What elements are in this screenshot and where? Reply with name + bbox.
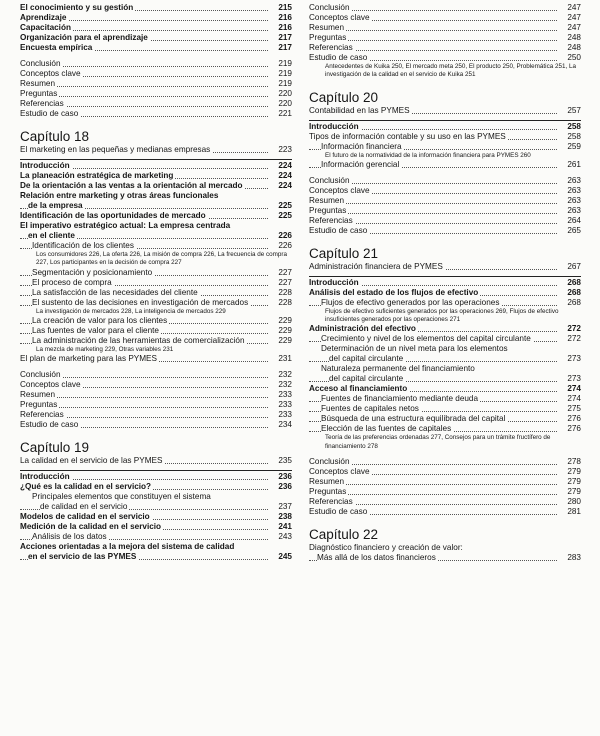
toc-entry-la-planeacion-estrategica-de-marketing bbox=[20, 171, 292, 181]
toc-entry-title: Administración financiera de PYMES bbox=[309, 261, 443, 271]
toc-page-number: 232 bbox=[270, 370, 292, 380]
toc-page-number: 268 bbox=[559, 298, 581, 308]
toc-entry-title: Resumen bbox=[309, 195, 345, 205]
toc-page-number: 261 bbox=[559, 160, 581, 170]
toc-entry-capacitacion bbox=[20, 23, 292, 33]
toc-entry-preguntas bbox=[309, 487, 581, 497]
toc-entry-title: Administración del efectivo bbox=[309, 324, 416, 334]
toc-entry-title: del capital circulante bbox=[329, 374, 404, 384]
toc-entry-title: Conclusión bbox=[309, 3, 350, 12]
toc-entry-title: Referencias bbox=[309, 215, 353, 225]
toc-entry-title: Determinación de un nivel meta para los elementos bbox=[321, 344, 508, 354]
toc-entry-title: Estudio de caso bbox=[20, 109, 79, 118]
toc-page-number: 228 bbox=[270, 298, 292, 308]
toc-entry-el-sustento-de-las-decisiones-en-investi bbox=[20, 298, 292, 308]
toc-entry-title: La creación de valor para los clientes bbox=[32, 315, 168, 325]
toc-entry-title: de la empresa bbox=[28, 201, 83, 210]
toc-page-number: 224 bbox=[270, 181, 292, 191]
toc-page-number: 236 bbox=[270, 482, 292, 492]
toc-entry-el-plan-de-marketing-para-las-pymes bbox=[20, 354, 292, 364]
toc-entry-title: Crecimiento y nivel de los elementos del capital circulante bbox=[321, 334, 531, 344]
toc-page-number: 216 bbox=[270, 23, 292, 33]
toc-entry-busqueda-de-una-estructura-equilibrada-d bbox=[309, 414, 581, 424]
toc-entry-la-administracion-de-las-herramientas-de bbox=[20, 336, 292, 346]
toc-subtopics-teoria-de-las-preferencias-ordenadas-277 bbox=[309, 434, 581, 451]
toc-entry-title: Referencias bbox=[309, 497, 353, 507]
toc-page-number: 278 bbox=[559, 457, 581, 467]
toc-entry-title: Referencias bbox=[20, 410, 64, 420]
toc-page-number: 225 bbox=[270, 211, 292, 221]
dot-leader bbox=[20, 86, 268, 87]
toc-page-number: 233 bbox=[270, 410, 292, 420]
toc-entry-analisis-del-estado-de-los-flujos-de-efe bbox=[309, 288, 581, 298]
toc-entry-title: Acceso al financiamiento bbox=[309, 384, 408, 394]
toc-page-number: 268 bbox=[559, 288, 581, 298]
chapter-rule bbox=[309, 276, 581, 277]
toc-entry-title: en el cliente bbox=[28, 231, 75, 240]
toc-entry-principales-elementos-que-constituyen-el bbox=[20, 492, 292, 502]
toc-entry-title: El plan de marketing para las PYMES bbox=[20, 354, 157, 364]
toc-entry-title: Elección de las fuentes de capitales bbox=[321, 424, 452, 434]
toc-entry-title: Conceptos clave bbox=[309, 13, 370, 22]
toc-entry-introduccion bbox=[309, 122, 581, 132]
toc-page-number: 226 bbox=[270, 231, 292, 241]
toc-entry-title: Introducción bbox=[309, 121, 359, 131]
toc-page-number: 267 bbox=[559, 262, 581, 272]
toc-page-number: 224 bbox=[270, 161, 292, 171]
dot-leader bbox=[309, 484, 557, 485]
toc-entry-title: Medición de la calidad en el servicio bbox=[20, 522, 162, 532]
toc-subtopics-el-futuro-de-la-normatividad-de-la-infor bbox=[309, 152, 581, 160]
toc-page-number: 238 bbox=[270, 512, 292, 522]
toc-entry-fuentes-de-capitales-netos bbox=[309, 404, 581, 414]
toc-entry-en-el-servicio-de-las-pymes bbox=[20, 552, 292, 562]
toc-page-number: 232 bbox=[270, 380, 292, 390]
toc-page-number: 273 bbox=[559, 354, 581, 364]
toc-entry-title: del capital circulante bbox=[329, 354, 404, 364]
toc-entry-de-la-empresa bbox=[20, 201, 292, 211]
toc-entry-title: La mezcla de marketing 229, Otras variables 231 bbox=[36, 345, 174, 353]
toc-entry-title: Flujos de efectivo suficientes generados por las operaciones 269, Flujos de efectivo insuficientes generados por las operaciones 271 bbox=[325, 307, 559, 324]
toc-entry-title: Introducción bbox=[20, 161, 70, 170]
toc-entry-title: Los consumidores 226, La oferta 226, La misión de compra 226, La frecuencia de compra 227, Los participantes en la decisión de compra 227 bbox=[36, 251, 287, 267]
toc-entry-estudio-de-caso bbox=[309, 226, 581, 236]
toc-entry-title: El futuro de la normatividad de la información financiera para PYMES 260 bbox=[325, 151, 531, 159]
toc-entry-segmentacion-y-posicionamiento bbox=[20, 268, 292, 278]
toc-entry-title: Antecedentes de Kuika 250, El mercado meta 250, El producto 250, Problemática 251, La investigación de la calidad en el servicio de Kuika 251 bbox=[325, 63, 576, 79]
toc-page-number: 283 bbox=[559, 553, 581, 563]
toc-entry-title: Conceptos clave bbox=[309, 185, 370, 195]
toc-page-number: 217 bbox=[270, 33, 292, 43]
toc-entry-naturaleza-permanente-del-financiamiento bbox=[309, 364, 581, 374]
toc-entry-title: Fuentes de financiamiento mediante deuda bbox=[321, 394, 479, 404]
toc-page-number: 224 bbox=[270, 171, 292, 181]
toc-entry-de-la-orientacion-a-las-ventas-a-la-orie bbox=[20, 181, 292, 191]
toc-page-number: 263 bbox=[559, 186, 581, 196]
toc-entry-title: Relación entre marketing y otras áreas funcionales bbox=[20, 191, 219, 200]
toc-page-number: 220 bbox=[270, 89, 292, 99]
toc-entry-title: El proceso de compra bbox=[32, 277, 112, 287]
toc-entry-informacion-financiera bbox=[309, 142, 581, 152]
toc-subtopics-antecedentes-de-kuika-250-el-mercado-met bbox=[309, 63, 581, 80]
toc-entry-conceptos-clave bbox=[20, 380, 292, 390]
toc-subtopics-flujos-de-efectivo-suficientes-generados bbox=[309, 308, 581, 325]
toc-page-number: 280 bbox=[559, 497, 581, 507]
toc-page-number: 219 bbox=[270, 69, 292, 79]
toc-page-number: 259 bbox=[559, 142, 581, 152]
toc-entry-title: Identificación de las oportunidades de mercado bbox=[20, 211, 206, 220]
toc-subtopics-la-investigacion-de-mercados-228-la-inte bbox=[20, 308, 292, 316]
toc-page-number: 275 bbox=[559, 404, 581, 414]
toc-entry-estudio-de-caso bbox=[309, 53, 581, 63]
toc-entry-estudio-de-caso bbox=[20, 420, 292, 430]
toc-right-column bbox=[309, 3, 581, 563]
toc-entry-preguntas bbox=[20, 89, 292, 99]
toc-page-number: 264 bbox=[559, 216, 581, 226]
toc-entry-diagnostico-financiero-y-creacion-de-val bbox=[309, 543, 581, 553]
toc-entry-title: Aprendizaje bbox=[20, 13, 67, 22]
toc-entry-conceptos-clave bbox=[20, 69, 292, 79]
toc-entry-title: Introducción bbox=[20, 472, 70, 482]
toc-entry-de-calidad-en-el-servicio bbox=[20, 502, 292, 512]
toc-entry-title: Resumen bbox=[309, 23, 345, 32]
toc-page-number: 227 bbox=[270, 268, 292, 278]
toc-entry-conclusion bbox=[20, 370, 292, 380]
toc-page-number: 226 bbox=[270, 241, 292, 251]
toc-page-number: 273 bbox=[559, 374, 581, 384]
toc-entry-contabilidad-en-las-pymes bbox=[309, 106, 581, 116]
toc-page-number: 229 bbox=[270, 326, 292, 336]
toc-entry-conceptos-clave bbox=[309, 13, 581, 23]
toc-entry-title: El imperativo estratégico actual: La empresa centrada bbox=[20, 221, 231, 230]
toc-entry-administracion-del-efectivo bbox=[309, 324, 581, 334]
toc-page-number: 279 bbox=[559, 487, 581, 497]
toc-page-number: 231 bbox=[270, 354, 292, 364]
toc-entry-introduccion bbox=[20, 161, 292, 171]
toc-page-number: 272 bbox=[559, 334, 581, 344]
toc-entry-title: Modelos de calidad en el servicio bbox=[20, 512, 150, 522]
toc-page-number: 263 bbox=[559, 206, 581, 216]
chapter-heading: Capítulo 19 bbox=[20, 440, 90, 456]
toc-page-number: 215 bbox=[270, 3, 292, 13]
toc-subtopics-los-consumidores-226-la-oferta-226-la-mi bbox=[20, 251, 292, 268]
toc-entry-title: Organización para el aprendizaje bbox=[20, 33, 148, 42]
toc-entry-resumen bbox=[309, 196, 581, 206]
toc-entry-title: Fuentes de capitales netos bbox=[321, 404, 419, 414]
toc-entry-title: El conocimiento y su gestión bbox=[20, 3, 134, 12]
chapter-heading: Capítulo 22 bbox=[309, 527, 379, 543]
dot-leader bbox=[309, 203, 557, 204]
toc-page-number: 233 bbox=[270, 400, 292, 410]
toc-page-number: 217 bbox=[270, 43, 292, 53]
toc-page-number: 247 bbox=[559, 13, 581, 23]
toc-page-number: 228 bbox=[270, 288, 292, 298]
toc-entry-title: Estudio de caso bbox=[309, 53, 368, 62]
toc-entry-title: Estudio de caso bbox=[309, 225, 368, 235]
chapter-heading: Capítulo 18 bbox=[20, 129, 90, 144]
toc-subtopics-la-mezcla-de-marketing-229-otras-variabl bbox=[20, 346, 292, 354]
toc-entry-title: Búsqueda de una estructura equilibrada del capital bbox=[321, 414, 506, 424]
toc-entry-title: Encuesta empírica bbox=[20, 43, 93, 52]
toc-entry-title: Información financiera bbox=[321, 141, 402, 151]
toc-entry-preguntas bbox=[309, 206, 581, 216]
toc-entry-fuentes-de-financiamiento-mediante-deuda bbox=[309, 394, 581, 404]
toc-entry-organizacion-para-el-aprendizaje bbox=[20, 33, 292, 43]
dot-leader bbox=[309, 30, 557, 31]
toc-page-number: 243 bbox=[270, 532, 292, 542]
toc-entry-acceso-al-financiamiento bbox=[309, 384, 581, 394]
toc-entry-la-creacion-de-valor-para-los-clientes bbox=[20, 316, 292, 326]
toc-entry-del-capital-circulante bbox=[309, 354, 581, 364]
toc-entry-conceptos-clave bbox=[309, 186, 581, 196]
toc-page-number: 279 bbox=[559, 477, 581, 487]
toc-entry-preguntas bbox=[20, 400, 292, 410]
toc-entry-tipos-de-informacion-contable-y-su-uso-e bbox=[309, 132, 581, 142]
toc-entry-crecimiento-y-nivel-de-los-elementos-del bbox=[309, 334, 581, 344]
toc-entry-title: La satisfacción de las necesidades del cliente bbox=[32, 287, 198, 297]
toc-entry-title: De la orientación a las ventas a la orientación al mercado bbox=[20, 181, 243, 190]
toc-entry-title: en el servicio de las PYMES bbox=[28, 552, 137, 562]
toc-entry-title: Conceptos clave bbox=[20, 380, 81, 390]
toc-entry-title: ¿Qué es la calidad en el servicio? bbox=[20, 482, 152, 492]
toc-page-number: 279 bbox=[559, 467, 581, 477]
toc-entry-title: Principales elementos que constituyen el sistema bbox=[32, 492, 211, 502]
toc-entry-conceptos-clave bbox=[309, 467, 581, 477]
toc-page-number: 225 bbox=[270, 201, 292, 211]
toc-entry-eleccion-de-las-fuentes-de-capitales bbox=[309, 424, 581, 434]
toc-entry-title: Estudio de caso bbox=[20, 420, 79, 430]
toc-page-number: 263 bbox=[559, 196, 581, 206]
toc-page-number: 274 bbox=[559, 394, 581, 404]
toc-entry-identificacion-de-los-clientes bbox=[20, 241, 292, 251]
toc-entry-flujos-de-efectivo-generados-por-las-ope bbox=[309, 298, 581, 308]
toc-entry-conclusion bbox=[309, 457, 581, 467]
toc-entry-introduccion bbox=[20, 472, 292, 482]
toc-entry-title: Conclusión bbox=[309, 175, 350, 185]
toc-entry-title: Más allá de los datos financieros bbox=[317, 553, 436, 563]
toc-entry-title: Resumen bbox=[309, 477, 345, 487]
toc-entry-identificacion-de-las-oportunidades-de-m bbox=[20, 211, 292, 221]
toc-page-number: 276 bbox=[559, 424, 581, 434]
toc-page-number: 219 bbox=[270, 79, 292, 89]
toc-page-number: 276 bbox=[559, 414, 581, 424]
toc-page-number: 216 bbox=[270, 13, 292, 23]
toc-entry-title: Análisis de los datos bbox=[32, 532, 107, 542]
toc-entry-title: Las fuentes de valor para el cliente bbox=[32, 325, 159, 335]
toc-entry-referencias bbox=[309, 43, 581, 53]
toc-entry-title: Estudio de caso bbox=[309, 507, 368, 517]
toc-entry-aprendizaje bbox=[20, 13, 292, 23]
toc-page-number: 233 bbox=[270, 390, 292, 400]
toc-entry-title: Análisis del estado de los flujos de efectivo bbox=[309, 287, 479, 297]
toc-entry-introduccion bbox=[309, 278, 581, 288]
toc-page-number: 237 bbox=[270, 502, 292, 512]
toc-entry-resumen bbox=[20, 79, 292, 89]
toc-entry-modelos-de-calidad-en-el-servicio bbox=[20, 512, 292, 522]
toc-page-number: 247 bbox=[559, 3, 581, 13]
toc-entry-title: Acciones orientadas a la mejora del sistema de calidad bbox=[20, 542, 235, 552]
toc-page-number: 257 bbox=[559, 106, 581, 116]
toc-entry-administracion-financiera-de-pymes bbox=[309, 262, 581, 272]
toc-entry-title: Preguntas bbox=[309, 205, 347, 215]
toc-entry-estudio-de-caso bbox=[20, 109, 292, 119]
toc-entry-title: El marketing en las pequeñas y medianas empresas bbox=[20, 145, 211, 154]
toc-entry-la-satisfaccion-de-las-necesidades-del-c bbox=[20, 288, 292, 298]
toc-page-number: 236 bbox=[270, 472, 292, 482]
toc-entry-referencias bbox=[309, 497, 581, 507]
toc-entry-title: Conclusión bbox=[309, 457, 350, 467]
toc-entry-title: Tipos de información contable y su uso en las PYMES bbox=[309, 131, 506, 141]
toc-entry-resumen bbox=[309, 23, 581, 33]
toc-page-number: 272 bbox=[559, 324, 581, 334]
toc-page-number: 241 bbox=[270, 522, 292, 532]
toc-entry-title: de calidad en el servicio bbox=[40, 502, 128, 512]
toc-entry-el-proceso-de-compra bbox=[20, 278, 292, 288]
toc-entry-title: Referencias bbox=[20, 99, 64, 108]
toc-page-number: 265 bbox=[559, 226, 581, 236]
toc-left-column bbox=[20, 3, 292, 562]
toc-entry-el-marketing-en-las-pequenas-y-medianas- bbox=[20, 145, 292, 155]
toc-page-number: 235 bbox=[270, 456, 292, 466]
toc-page-number: 227 bbox=[270, 278, 292, 288]
toc-page-number: 229 bbox=[270, 336, 292, 346]
toc-entry-analisis-de-los-datos bbox=[20, 532, 292, 542]
toc-entry-relacion-entre-marketing-y-otras-areas-f bbox=[20, 191, 292, 201]
toc-entry-conclusion bbox=[20, 59, 292, 69]
chapter-rule bbox=[20, 470, 292, 471]
toc-entry-mas-alla-de-los-datos-financieros bbox=[309, 553, 581, 563]
toc-page-number: 250 bbox=[559, 53, 581, 63]
chapter-rule bbox=[20, 159, 292, 160]
toc-page-number: 220 bbox=[270, 99, 292, 109]
toc-entry-title: Información gerencial bbox=[321, 159, 400, 169]
toc-entry-title: Contabilidad en las PYMES bbox=[309, 105, 410, 115]
toc-entry-title: Naturaleza permanente del financiamiento bbox=[321, 364, 475, 374]
toc-entry-title: Conceptos clave bbox=[309, 467, 370, 477]
toc-entry-preguntas bbox=[309, 33, 581, 43]
toc-entry-referencias bbox=[20, 99, 292, 109]
toc-page-number: 221 bbox=[270, 109, 292, 119]
toc-entry-title: Capacitación bbox=[20, 23, 71, 32]
dot-leader bbox=[20, 397, 268, 398]
toc-entry-informacion-gerencial bbox=[309, 160, 581, 170]
toc-entry-del-capital-circulante bbox=[309, 374, 581, 384]
toc-entry-encuesta-empirica bbox=[20, 43, 292, 53]
toc-entry-el-imperativo-estrategico-actual-la-empr bbox=[20, 221, 292, 231]
toc-entry-conclusion bbox=[309, 176, 581, 186]
toc-entry-referencias bbox=[20, 410, 292, 420]
toc-page-number: 248 bbox=[559, 33, 581, 43]
toc-page-number: 248 bbox=[559, 43, 581, 53]
toc-entry-title: La planeación estratégica de marketing bbox=[20, 171, 174, 180]
toc-entry-title: Resumen bbox=[20, 79, 56, 88]
toc-entry-resumen bbox=[309, 477, 581, 487]
toc-entry-las-fuentes-de-valor-para-el-cliente bbox=[20, 326, 292, 336]
toc-page-number: 274 bbox=[559, 384, 581, 394]
toc-entry-title: La administración de las herramientas de comercialización bbox=[32, 335, 245, 345]
toc-entry-referencias bbox=[309, 216, 581, 226]
toc-page-number: 245 bbox=[270, 552, 292, 562]
toc-page-number: 258 bbox=[559, 132, 581, 142]
toc-entry-title: Conceptos clave bbox=[20, 69, 81, 78]
toc-page-number: 247 bbox=[559, 23, 581, 33]
toc-page-number: 268 bbox=[559, 278, 581, 288]
toc-entry-en-el-cliente bbox=[20, 231, 292, 241]
toc-page-number: 229 bbox=[270, 316, 292, 326]
toc-entry-title: Flujos de efectivo generados por las operaciones bbox=[321, 297, 500, 307]
toc-page-number: 234 bbox=[270, 420, 292, 430]
toc-page-number: 219 bbox=[270, 59, 292, 69]
toc-entry-title: Preguntas bbox=[20, 400, 58, 410]
toc-page-number: 258 bbox=[559, 122, 581, 132]
toc-entry-determinacion-de-un-nivel-meta-para-los- bbox=[309, 344, 581, 354]
toc-entry-title: Referencias bbox=[309, 43, 353, 52]
toc-entry-resumen bbox=[20, 390, 292, 400]
toc-entry-acciones-orientadas-a-la-mejora-del-sist bbox=[20, 542, 292, 552]
toc-entry-title: El sustento de las decisiones en investigación de mercados bbox=[32, 297, 249, 307]
toc-entry-title: Segmentación y posicionamiento bbox=[32, 267, 153, 277]
toc-entry-que-es-la-calidad-en-el-servicio bbox=[20, 482, 292, 492]
toc-entry-title: Introducción bbox=[309, 277, 359, 287]
toc-entry-el-conocimiento-y-su-gestion bbox=[20, 3, 292, 13]
toc-entry-title: Preguntas bbox=[309, 33, 347, 42]
toc-entry-estudio-de-caso bbox=[309, 507, 581, 517]
toc-entry-title: Resumen bbox=[20, 390, 56, 400]
toc-entry-title: La investigación de mercados 228, La inteligencia de mercados 229 bbox=[36, 307, 226, 315]
toc-entry-conclusion bbox=[309, 3, 581, 13]
chapter-heading: Capítulo 20 bbox=[309, 89, 379, 105]
toc-entry-title: Diagnóstico financiero y creación de valor: bbox=[309, 543, 463, 553]
toc-entry-title: La calidad en el servicio de las PYMES bbox=[20, 456, 163, 466]
chapter-heading: Capítulo 21 bbox=[309, 245, 379, 261]
toc-entry-la-calidad-en-el-servicio-de-las-pymes bbox=[20, 456, 292, 466]
toc-entry-title: Conclusión bbox=[20, 59, 61, 68]
toc-entry-title: Teoría de las preferencias ordenadas 277, Consejos para un trámite fructífero de financiamiento 278 bbox=[325, 434, 551, 450]
toc-entry-title: Preguntas bbox=[20, 89, 58, 98]
toc-entry-medicion-de-la-calidad-en-el-servicio bbox=[20, 522, 292, 532]
chapter-rule bbox=[309, 120, 581, 121]
toc-page-number: 223 bbox=[270, 145, 292, 155]
toc-entry-title: Conclusión bbox=[20, 370, 61, 380]
toc-entry-title: Identificación de los clientes bbox=[32, 241, 134, 250]
toc-entry-title: Preguntas bbox=[309, 487, 347, 497]
toc-page-number: 263 bbox=[559, 176, 581, 186]
toc-page-number: 281 bbox=[559, 507, 581, 517]
